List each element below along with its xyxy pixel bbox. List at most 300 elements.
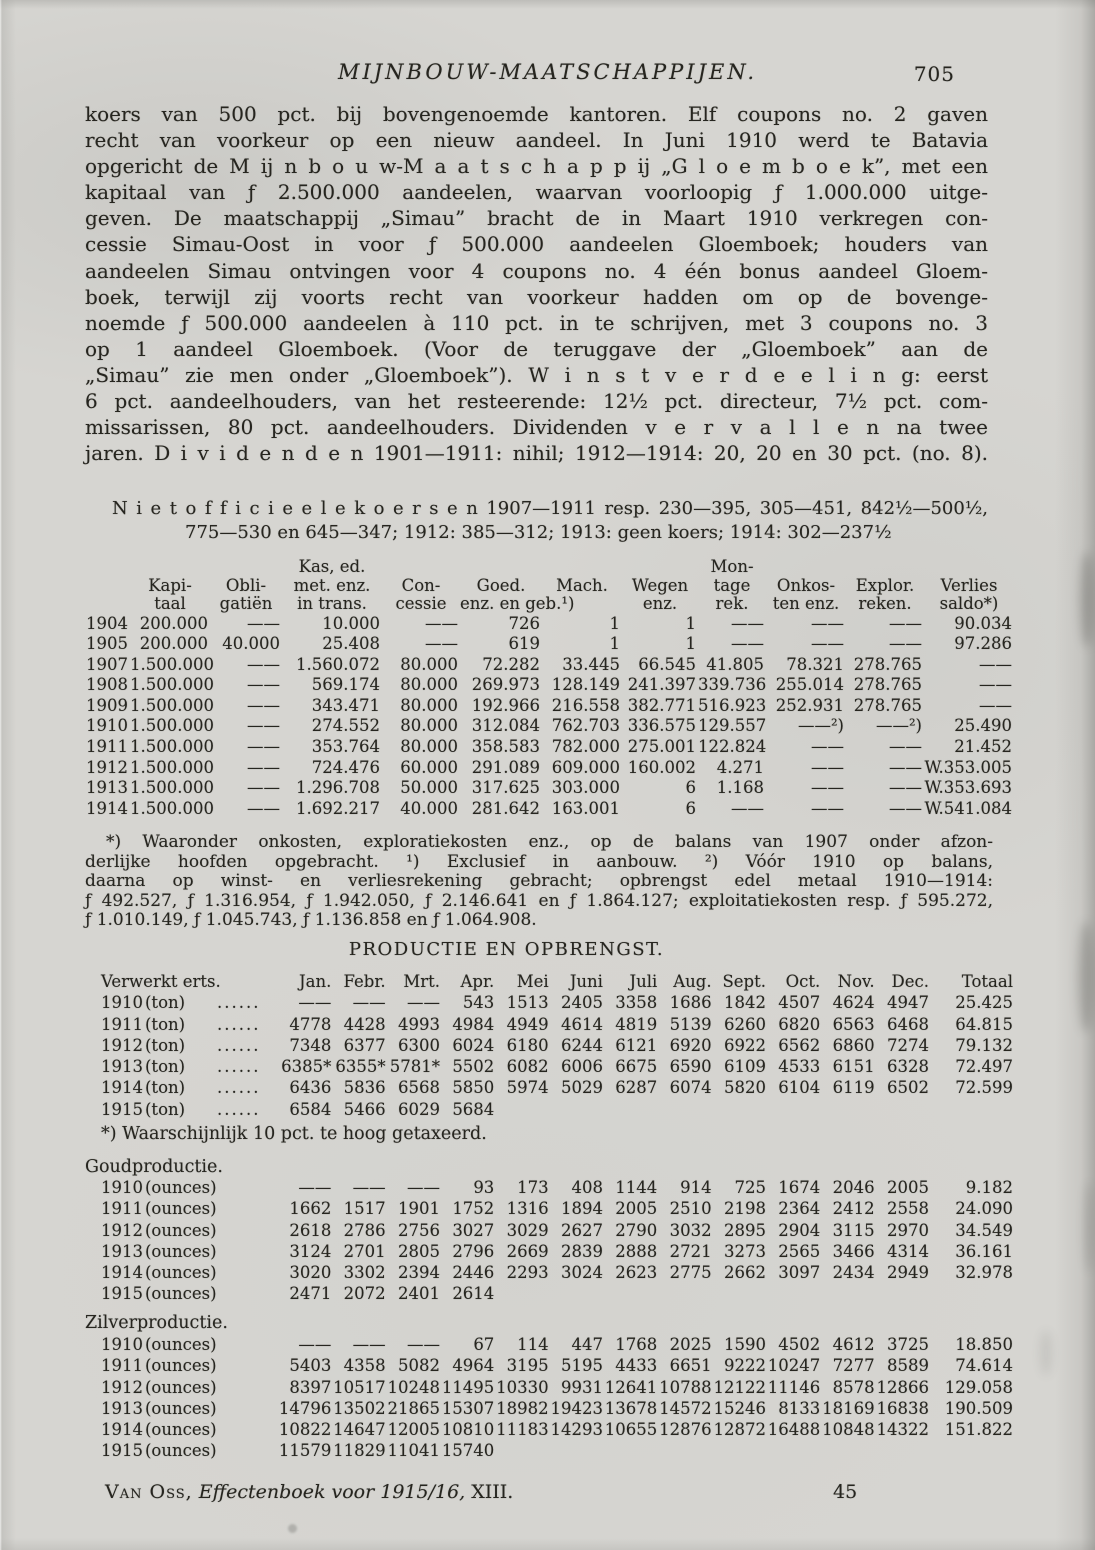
value-cell: 6568	[397, 1078, 440, 1098]
row-label-cell	[85, 1056, 277, 1077]
dot-leader: ......	[217, 1057, 261, 1077]
unit-label: (ounces)	[145, 1420, 217, 1440]
total-cell: 18.850	[955, 1335, 1013, 1354]
text-line: noemde ƒ 500.000 aandeelen à 110 pct. in te schrijven, met 3 coupons no. 3	[85, 310, 988, 335]
value-cell: 2405	[560, 993, 603, 1013]
value-cell: 18169	[822, 1398, 875, 1418]
value-cell: 114	[517, 1335, 549, 1354]
value-cell: 447	[571, 1335, 603, 1354]
ore-table-footnote: *) Waarschijnlijk 10 pct. te hoog getaxeerd.	[101, 1124, 487, 1144]
value-cell: 269.973	[471, 675, 540, 695]
total-cell: 72.599	[955, 1078, 1013, 1098]
value-cell: 129.557	[698, 716, 767, 736]
value-cell: 4778	[289, 1014, 332, 1034]
year-label: 1911	[101, 1356, 143, 1376]
value-cell: ——	[247, 613, 280, 633]
gold-production-table	[85, 1177, 1013, 1305]
value-cell: 10517	[333, 1377, 386, 1397]
value-cell: 6920	[669, 1035, 712, 1055]
unit-label: (ounces)	[145, 1241, 217, 1261]
total-cell	[929, 1283, 1013, 1304]
value-cell: 93	[473, 1178, 495, 1197]
value-cell: ——	[406, 1335, 440, 1354]
value-cell: 9222	[723, 1356, 766, 1376]
value-cell: 278.765	[853, 654, 922, 674]
value-cell: 2786	[343, 1220, 386, 1240]
value-cell: 2790	[615, 1220, 658, 1240]
value-cell: 382.771	[627, 695, 696, 715]
value-cell: ——	[247, 798, 280, 818]
header-line	[460, 558, 542, 577]
value-cell: ——	[352, 1335, 386, 1354]
value-cell: 6562	[778, 1035, 821, 1055]
column-header	[698, 558, 766, 614]
value-cell: 1	[609, 613, 620, 633]
value-cell: 1.500.000	[130, 675, 214, 695]
value-cell: 21865	[387, 1398, 440, 1418]
value-cell: 4507	[778, 993, 821, 1013]
value-cell: 6820	[778, 1014, 821, 1034]
value-cell: 516.923	[698, 695, 767, 715]
value-cell: 1590	[723, 1335, 766, 1354]
value-cell: 12872	[713, 1420, 766, 1440]
value-cell: 5684	[452, 1099, 495, 1119]
value-cell: 317.625	[471, 778, 540, 798]
value-cell: 2775	[669, 1263, 712, 1283]
value-cell	[494, 1283, 548, 1304]
year-label: 1915	[101, 1284, 143, 1304]
value-cell: 1.168	[716, 778, 764, 798]
table-row	[85, 1355, 1013, 1376]
value-cell: 12866	[876, 1377, 929, 1397]
text-line: op 1 aandeel Gloemboek. (Voor de teruggave der „Gloemboek” aan de	[85, 336, 988, 361]
value-cell: 4433	[615, 1356, 658, 1376]
row-label-cell	[85, 1177, 277, 1198]
value-cell: 4358	[343, 1356, 386, 1376]
value-cell: 252.931	[775, 695, 844, 715]
value-cell: 12876	[659, 1420, 712, 1440]
year-label: 1912	[101, 1377, 143, 1397]
value-cell: 10330	[496, 1377, 549, 1397]
year-cell: 1911	[86, 737, 128, 757]
value-cell: ——²)	[875, 716, 922, 736]
value-cell: 1	[685, 634, 696, 654]
unit-label: (ounces)	[145, 1356, 217, 1376]
value-cell: 78.321	[786, 654, 844, 674]
header-line	[846, 558, 924, 577]
value-cell: 1.500.000	[130, 798, 214, 818]
value-cell: 10848	[822, 1420, 875, 1440]
header-line: tage	[713, 575, 751, 595]
text-line: missarissen, 80 pct. aandeelhouders. Dividenden v e r v a l l e n na twee	[85, 415, 988, 440]
header-line: taal	[154, 594, 186, 613]
value-cell: 33.445	[562, 654, 620, 674]
table-row	[84, 716, 1014, 737]
value-cell: 4964	[452, 1356, 495, 1376]
value-cell	[657, 1440, 711, 1461]
value-cell: ——	[889, 634, 922, 654]
value-cell: ——	[247, 654, 280, 674]
value-cell: 1686	[669, 993, 712, 1013]
value-cell: 14322	[876, 1420, 929, 1440]
dot-leader: ......	[217, 1014, 261, 1034]
column-header	[130, 558, 210, 614]
year-cell: 1910	[86, 716, 128, 736]
value-cell: 160.002	[627, 757, 696, 777]
row-label-cell	[85, 1241, 277, 1262]
value-cell: 1	[685, 613, 696, 633]
year-label: 1910	[101, 993, 143, 1013]
text-line: daarna op winst- en verliesrekening gebracht; opbrengst edel metaal 1910—1914:	[85, 871, 993, 892]
column-header	[210, 558, 282, 614]
value-cell: 274.552	[311, 716, 380, 736]
value-cell: 725	[734, 1178, 766, 1197]
value-cell	[549, 1283, 603, 1304]
value-cell: 18982	[496, 1398, 549, 1418]
value-cell: 128.149	[551, 675, 620, 695]
value-cell	[603, 1283, 657, 1304]
header-line	[924, 558, 1014, 577]
month-header: Dec.	[891, 972, 929, 991]
value-cell: 726	[508, 613, 540, 633]
value-cell: ——	[811, 778, 844, 798]
column-header	[84, 558, 130, 614]
header-line: enz.	[642, 594, 678, 613]
year-label: 1911	[101, 1014, 143, 1034]
value-cell: 6584	[289, 1099, 332, 1119]
value-cell: 1768	[615, 1335, 658, 1354]
value-cell: W.353.693	[924, 778, 1012, 798]
value-cell: ——	[811, 737, 844, 757]
value-cell: 2558	[887, 1199, 929, 1219]
row-label-cell	[85, 1440, 277, 1461]
value-cell: 2072	[343, 1284, 386, 1304]
value-cell: 6	[685, 778, 696, 798]
value-cell: 2005	[887, 1178, 929, 1197]
value-cell	[603, 1099, 657, 1120]
value-cell: 80.000	[400, 737, 458, 757]
month-header: Mei	[516, 972, 549, 991]
scan-artifact	[1078, 922, 1094, 1032]
header-line	[86, 558, 130, 577]
value-cell: 2446	[452, 1263, 495, 1283]
value-cell: ——	[731, 634, 764, 654]
table-row	[85, 1241, 1013, 1262]
value-cell: 278.765	[853, 675, 922, 695]
value-cell: 4984	[452, 1014, 495, 1034]
value-cell: 60.000	[400, 757, 458, 777]
value-cell	[820, 1440, 874, 1461]
value-cell: 2510	[669, 1199, 712, 1219]
table-row	[84, 737, 1014, 758]
value-cell: 1.500.000	[130, 778, 214, 798]
header-line: enz. en geb.¹)	[460, 594, 575, 613]
gold-production-label: Goudproductie.	[85, 1157, 223, 1177]
value-cell: 2970	[887, 1220, 929, 1240]
month-header: Jan.	[299, 972, 332, 991]
value-cell: 10822	[278, 1420, 332, 1440]
value-cell: 12641	[604, 1377, 658, 1397]
value-cell: ——	[731, 613, 764, 633]
row-label-cell	[85, 1334, 277, 1355]
year-label: 1914	[101, 1078, 143, 1098]
text-line: koers van 500 pct. bij bovengenoemde kantoren. Elf coupons no. 2 gaven	[85, 102, 988, 126]
value-cell: 3302	[343, 1263, 386, 1283]
value-cell: 2839	[560, 1241, 603, 1261]
year-label: 1910	[101, 1178, 143, 1197]
value-cell	[712, 1283, 766, 1304]
unit-label: (ton)	[145, 1057, 186, 1077]
value-cell	[657, 1283, 711, 1304]
header-line	[130, 558, 210, 577]
header-line: in trans.	[297, 594, 367, 613]
year-cell: 1909	[86, 695, 128, 715]
value-cell: 4624	[832, 993, 875, 1013]
column-header	[460, 558, 575, 614]
value-cell: 291.089	[471, 757, 540, 777]
unit-label: (ton)	[145, 1099, 186, 1119]
value-cell: 5082	[397, 1356, 440, 1376]
total-cell	[929, 1099, 1013, 1120]
value-cell: 914	[680, 1178, 712, 1197]
silver-production-table	[85, 1334, 1013, 1462]
row-label-cell	[85, 1355, 277, 1376]
total-cell: 151.822	[944, 1420, 1013, 1440]
total-cell: 129.058	[944, 1377, 1013, 1397]
value-cell: 336.575	[627, 716, 696, 736]
month-header: Totaal	[961, 972, 1013, 991]
month-header: Juni	[569, 972, 603, 991]
value-cell: ——	[298, 1335, 332, 1354]
row-label-cell	[85, 1099, 277, 1120]
value-cell: 2364	[778, 1199, 821, 1219]
value-cell: 5781*	[389, 1057, 440, 1077]
value-cell: 3124	[289, 1241, 332, 1261]
dot-leader: ......	[217, 1078, 261, 1098]
total-cell: 79.132	[955, 1035, 1013, 1055]
value-cell	[875, 1283, 929, 1304]
value-cell: ——	[247, 695, 280, 715]
row-label-cell	[85, 1077, 277, 1098]
header-line: Goed.	[476, 575, 526, 595]
value-cell: 200.000	[139, 613, 208, 633]
value-cell: 66.545	[638, 654, 696, 674]
table-row	[84, 778, 1014, 799]
value-cell: 6590	[669, 1057, 712, 1077]
unit-label: (ton)	[145, 1014, 186, 1034]
unit-label: (ounces)	[145, 1263, 217, 1283]
value-cell: ——	[889, 778, 922, 798]
text-line: N i e t o f f i c i e e l e k o e r s e n 1907—1911 resp. 230—395, 305—451, 842½—500½,	[112, 498, 988, 519]
value-cell: 343.471	[311, 695, 380, 715]
value-cell: 5836	[343, 1078, 386, 1098]
value-cell: 569.174	[311, 675, 380, 695]
value-cell: 16838	[876, 1398, 929, 1418]
unit-label: (ounces)	[145, 1398, 217, 1418]
value-cell: 80.000	[400, 675, 458, 695]
year-label: 1914	[101, 1420, 143, 1440]
value-cell: 6082	[506, 1057, 549, 1077]
text-line: 775—530 en 645—347; 1912: 385—312; 1913: geen koers; 1914: 302—237½	[185, 521, 892, 543]
total-cell: 72.497	[955, 1057, 1013, 1077]
value-cell: 241.397	[627, 675, 696, 695]
value-cell: 5403	[289, 1356, 332, 1376]
value-cell: 10248	[387, 1377, 440, 1397]
value-cell: 3027	[452, 1220, 495, 1240]
value-cell: ——	[811, 798, 844, 818]
value-cell: 14572	[659, 1398, 712, 1418]
value-cell: 80.000	[400, 654, 458, 674]
value-cell: 6300	[397, 1035, 440, 1055]
value-cell: 2434	[832, 1263, 875, 1283]
table-row	[85, 1014, 1013, 1035]
table-row	[85, 1283, 1013, 1304]
row-label-header: Verwerkt erts.	[101, 972, 221, 991]
value-cell: 1.500.000	[130, 757, 214, 777]
value-cell: 6029	[397, 1099, 440, 1119]
table-row	[85, 1035, 1013, 1056]
text-line: geven. De maatschappij „Simau” bracht de in Maart 1910 verkregen con-	[85, 206, 988, 231]
value-cell: 2701	[343, 1241, 386, 1261]
value-cell: 9931	[560, 1377, 603, 1397]
value-cell: 7274	[887, 1035, 929, 1055]
value-cell: 1517	[343, 1199, 386, 1219]
value-cell: 12005	[387, 1420, 440, 1440]
month-header: Apr.	[460, 972, 495, 991]
total-cell: 32.978	[955, 1263, 1013, 1283]
value-cell: ——	[247, 675, 280, 695]
header-line	[86, 577, 130, 596]
value-cell: 6006	[560, 1057, 603, 1077]
value-cell: 4314	[887, 1241, 929, 1261]
unit-label: (ounces)	[145, 1220, 217, 1240]
value-cell: 1	[609, 634, 620, 654]
value-cell: 16488	[767, 1420, 821, 1440]
column-header	[924, 558, 1014, 614]
year-cell: 1907	[86, 654, 128, 674]
header-line: Verlies	[940, 575, 998, 595]
year-cell: 1908	[86, 675, 128, 695]
value-cell: 21.452	[954, 737, 1012, 757]
value-cell	[603, 1440, 657, 1461]
value-cell: 5820	[723, 1078, 766, 1098]
year-label: 1912	[101, 1220, 143, 1240]
value-cell: 353.764	[311, 737, 380, 757]
value-cell	[657, 1099, 711, 1120]
value-cell: ——	[247, 757, 280, 777]
value-cell: 3024	[560, 1263, 603, 1283]
header-line: Explor.	[855, 575, 915, 595]
header-line	[766, 558, 846, 577]
value-cell: 6328	[887, 1057, 929, 1077]
value-cell: 2623	[615, 1263, 658, 1283]
header-line: met. enz.	[293, 575, 371, 595]
text-line: „Simau” zie men onder „Gloemboek”). W i n s t v e r d e e l i n g: eerst	[85, 362, 988, 387]
value-cell	[820, 1099, 874, 1120]
table-row	[84, 799, 1014, 820]
value-cell: W.353.005	[924, 757, 1012, 777]
silver-production-label: Zilverproductie.	[85, 1313, 228, 1333]
value-cell: 2949	[887, 1263, 929, 1283]
value-cell: 1662	[289, 1199, 332, 1219]
scan-artifact	[1080, 552, 1094, 647]
footer-book-title: Effectenboek voor 1915/16,	[198, 1481, 466, 1503]
page-header-title: MIJNBOUW-MAATSCHAPPIJEN.	[337, 60, 758, 84]
value-cell: 173	[517, 1178, 549, 1197]
table-row	[85, 1099, 1013, 1120]
value-cell	[494, 1440, 548, 1461]
header-line	[622, 558, 698, 577]
header-line: Con-	[401, 575, 441, 595]
value-cell: 4612	[832, 1335, 875, 1354]
header-line: Mach.	[556, 575, 608, 595]
table-row	[84, 675, 1014, 696]
value-cell: 72.282	[482, 654, 540, 674]
unit-label: (ton)	[145, 1078, 186, 1098]
column-header	[766, 558, 846, 614]
year-cell: 1912	[86, 757, 128, 777]
footer-page-number: 45	[833, 1481, 858, 1503]
table-row	[85, 1220, 1013, 1241]
value-cell: 90.034	[954, 613, 1012, 633]
text-line: *) Waaronder onkosten, exploratiekosten enz., op de balans van 1907 onder afzon-	[106, 832, 993, 852]
value-cell: 200.000	[139, 634, 208, 654]
value-cell: 1842	[723, 993, 766, 1013]
value-cell	[875, 1440, 929, 1461]
text-line: boek, terwijl zij voorts recht van voorkeur hadden om op de bovenge-	[85, 284, 988, 309]
table-row	[84, 758, 1014, 779]
value-cell: 5029	[560, 1078, 603, 1098]
value-cell: 1513	[506, 993, 549, 1013]
value-cell: 5466	[343, 1099, 386, 1119]
table-row	[84, 634, 1014, 655]
value-cell: 724.476	[311, 757, 380, 777]
value-cell: 10.000	[322, 613, 380, 633]
value-cell: 3725	[887, 1335, 929, 1354]
text-line: kapitaal van ƒ 2.500.000 aandeelen, waarvan voorloopig ƒ 1.000.000 uitge-	[85, 180, 988, 205]
value-cell: 2401	[397, 1284, 440, 1304]
value-cell: 3273	[723, 1241, 766, 1261]
text-line: recht van voorkeur op een nieuw aandeel. In Juni 1910 werd te Batavia	[85, 128, 988, 153]
value-cell: 6675	[615, 1057, 658, 1077]
value-cell: 1.500.000	[130, 654, 214, 674]
value-cell: 19423	[550, 1398, 603, 1418]
value-cell	[712, 1099, 766, 1120]
value-cell: 6104	[778, 1078, 821, 1098]
header-line	[382, 558, 460, 577]
value-cell: 50.000	[400, 778, 458, 798]
value-cell: 10655	[604, 1420, 658, 1440]
header-line	[86, 595, 130, 614]
year-cell: 1905	[86, 634, 128, 654]
dot-leader: ......	[217, 1035, 261, 1055]
value-cell: 8578	[832, 1377, 875, 1397]
column-header	[622, 558, 698, 614]
value-cell: 5195	[560, 1356, 603, 1376]
ore-processed-table	[85, 971, 1013, 1120]
year-label: 1915	[101, 1441, 143, 1461]
unit-label: (ton)	[145, 993, 186, 1013]
value-cell: 3195	[506, 1356, 549, 1376]
dot-leader: ......	[217, 993, 261, 1013]
value-cell: 8589	[887, 1356, 929, 1376]
value-cell: ——	[425, 613, 458, 633]
row-label-cell	[85, 1377, 277, 1398]
value-cell: 8397	[289, 1377, 332, 1397]
value-cell: 2618	[289, 1220, 332, 1240]
value-cell: 2805	[397, 1241, 440, 1261]
dot-leader: ......	[217, 1099, 261, 1119]
